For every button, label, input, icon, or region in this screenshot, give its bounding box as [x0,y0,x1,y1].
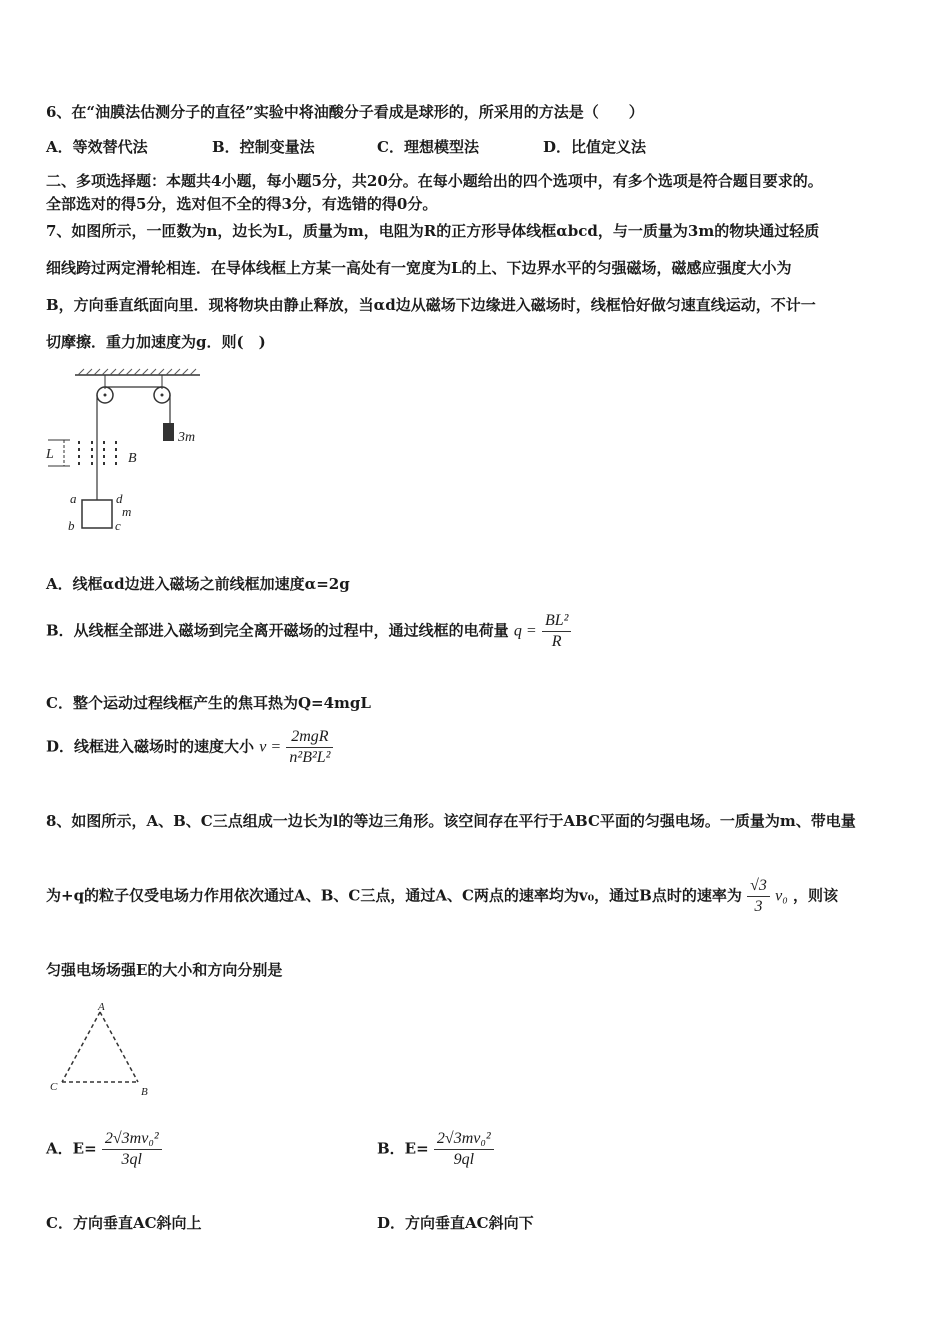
label-b: b [68,518,75,533]
q6-option-d: D．比值定义法 [543,138,647,156]
q8-line1: 8、如图所示，A、B、C三点组成一边长为l的等边三角形。该空间存在平行于ABC平面的匀强电场。一质量为m、带电量 [46,812,856,830]
label-A: A [98,1001,105,1013]
label-B: B [128,451,137,466]
q7-option-d-lhs: v = [259,738,282,756]
q6-stem: 6、在“油膜法估测分子的直径”实验中将油酸分子看成是球形的，所采用的方法是（ ） [46,103,644,121]
label-C: C [50,1081,58,1093]
q7-line1: 7、如图所示，一匝数为n，边长为L，质量为m，电阻为R的正方形导体线框αbcd，与一质量为3m的物块通过轻质 [46,222,820,240]
q7-option-d-denominator: n²B²L² [289,749,331,766]
q7-option-d-fraction [286,728,333,767]
q7-option-b-text: B．从线框全部进入磁场到完全离开磁场的过程中，通过线框的电荷量 [46,621,509,640]
q8-option-a-denominator: 3ql [121,1151,142,1168]
q8-option-a-numerator: 2√3mv₀² [102,1130,162,1150]
q8-line2 [46,877,838,916]
section2-line1: 二、多项选择题：本题共4小题，每小题5分，共20分。在每小题给出的四个选项中，有多个选项是符合题目要求的。 [46,172,823,190]
q7-option-b-fraction [542,612,571,651]
q7-option-d [46,728,333,767]
q8-option-c: C．方向垂直AC斜向上 [46,1214,202,1232]
q8-line2-pre: 为+q的粒子仅受电场力作用依次通过A、B、C三点，通过A、C两点的速率均为v₀，通过B点时的速率为 [46,886,742,905]
q7-line2: 细线跨过两定滑轮相连．在导体线框上方某一高处有一宽度为L的上、下边界水平的匀强磁场，磁感应强度大小为 [46,259,792,277]
q7-option-b-numerator: BL² [542,612,571,632]
q7-line4: 切摩擦．重力加速度为g．则( ) [46,333,266,351]
q6-option-a: A．等效替代法 [46,138,148,156]
q8-option-b-fraction [434,1130,494,1169]
label-a: a [70,491,77,506]
label-B-vertex: B [141,1086,148,1098]
q8-option-d: D．方向垂直AC斜向下 [377,1214,534,1232]
q8-speed-denominator: 3 [754,898,763,915]
q8-option-a-label: A．E= [46,1139,97,1158]
q7-option-d-numerator: 2mgR [286,728,333,748]
q8-option-b-denominator: 9ql [453,1151,475,1168]
q8-speed-var: v₀ [775,887,788,905]
q7-option-b [46,612,571,651]
label-3m: 3m [178,430,196,445]
q7-option-b-denominator: R [551,633,562,650]
section2-line2: 全部选对的得5分，选对但不全的得3分，有选错的得0分。 [46,195,438,213]
q7-option-b-lhs: q = [513,622,537,640]
q8-triangle-figure [42,998,162,1103]
label-d: d [116,491,123,506]
label-m: m [122,504,132,519]
q6-option-c: C．理想模型法 [377,138,479,156]
label-c: c [115,518,121,533]
q6-option-b: B．控制变量法 [212,138,315,156]
q8-option-a-fraction [102,1130,162,1169]
q8-option-b-label: B．E= [377,1139,429,1158]
q8-option-a [46,1130,162,1169]
q7-option-a: A．线框αd边进入磁场之前线框加速度α=2g [46,575,350,593]
q8-option-b [377,1130,494,1169]
q7-option-d-text: D．线框进入磁场时的速度大小 [46,737,255,756]
label-L: L [46,447,54,462]
q7-pulley-figure [40,365,220,540]
q7-option-c: C．整个运动过程线框产生的焦耳热为Q=4mgL [46,694,371,712]
q7-line3: B，方向垂直纸面向里．现将物块由静止释放，当αd边从磁场下边缘进入磁场时，线框恰好做匀速直线运动，不计一 [46,296,816,314]
q8-line2-post: ，则该 [793,886,839,905]
block-3m [163,423,174,441]
q8-line3: 匀强电场场强E的大小和方向分别是 [46,961,283,979]
q8-option-b-numerator: 2√3mv₀² [434,1130,494,1150]
q8-speed-numerator: √3 [747,877,770,897]
q8-speed-fraction [747,877,770,916]
wire-frame-abcd [82,500,112,528]
